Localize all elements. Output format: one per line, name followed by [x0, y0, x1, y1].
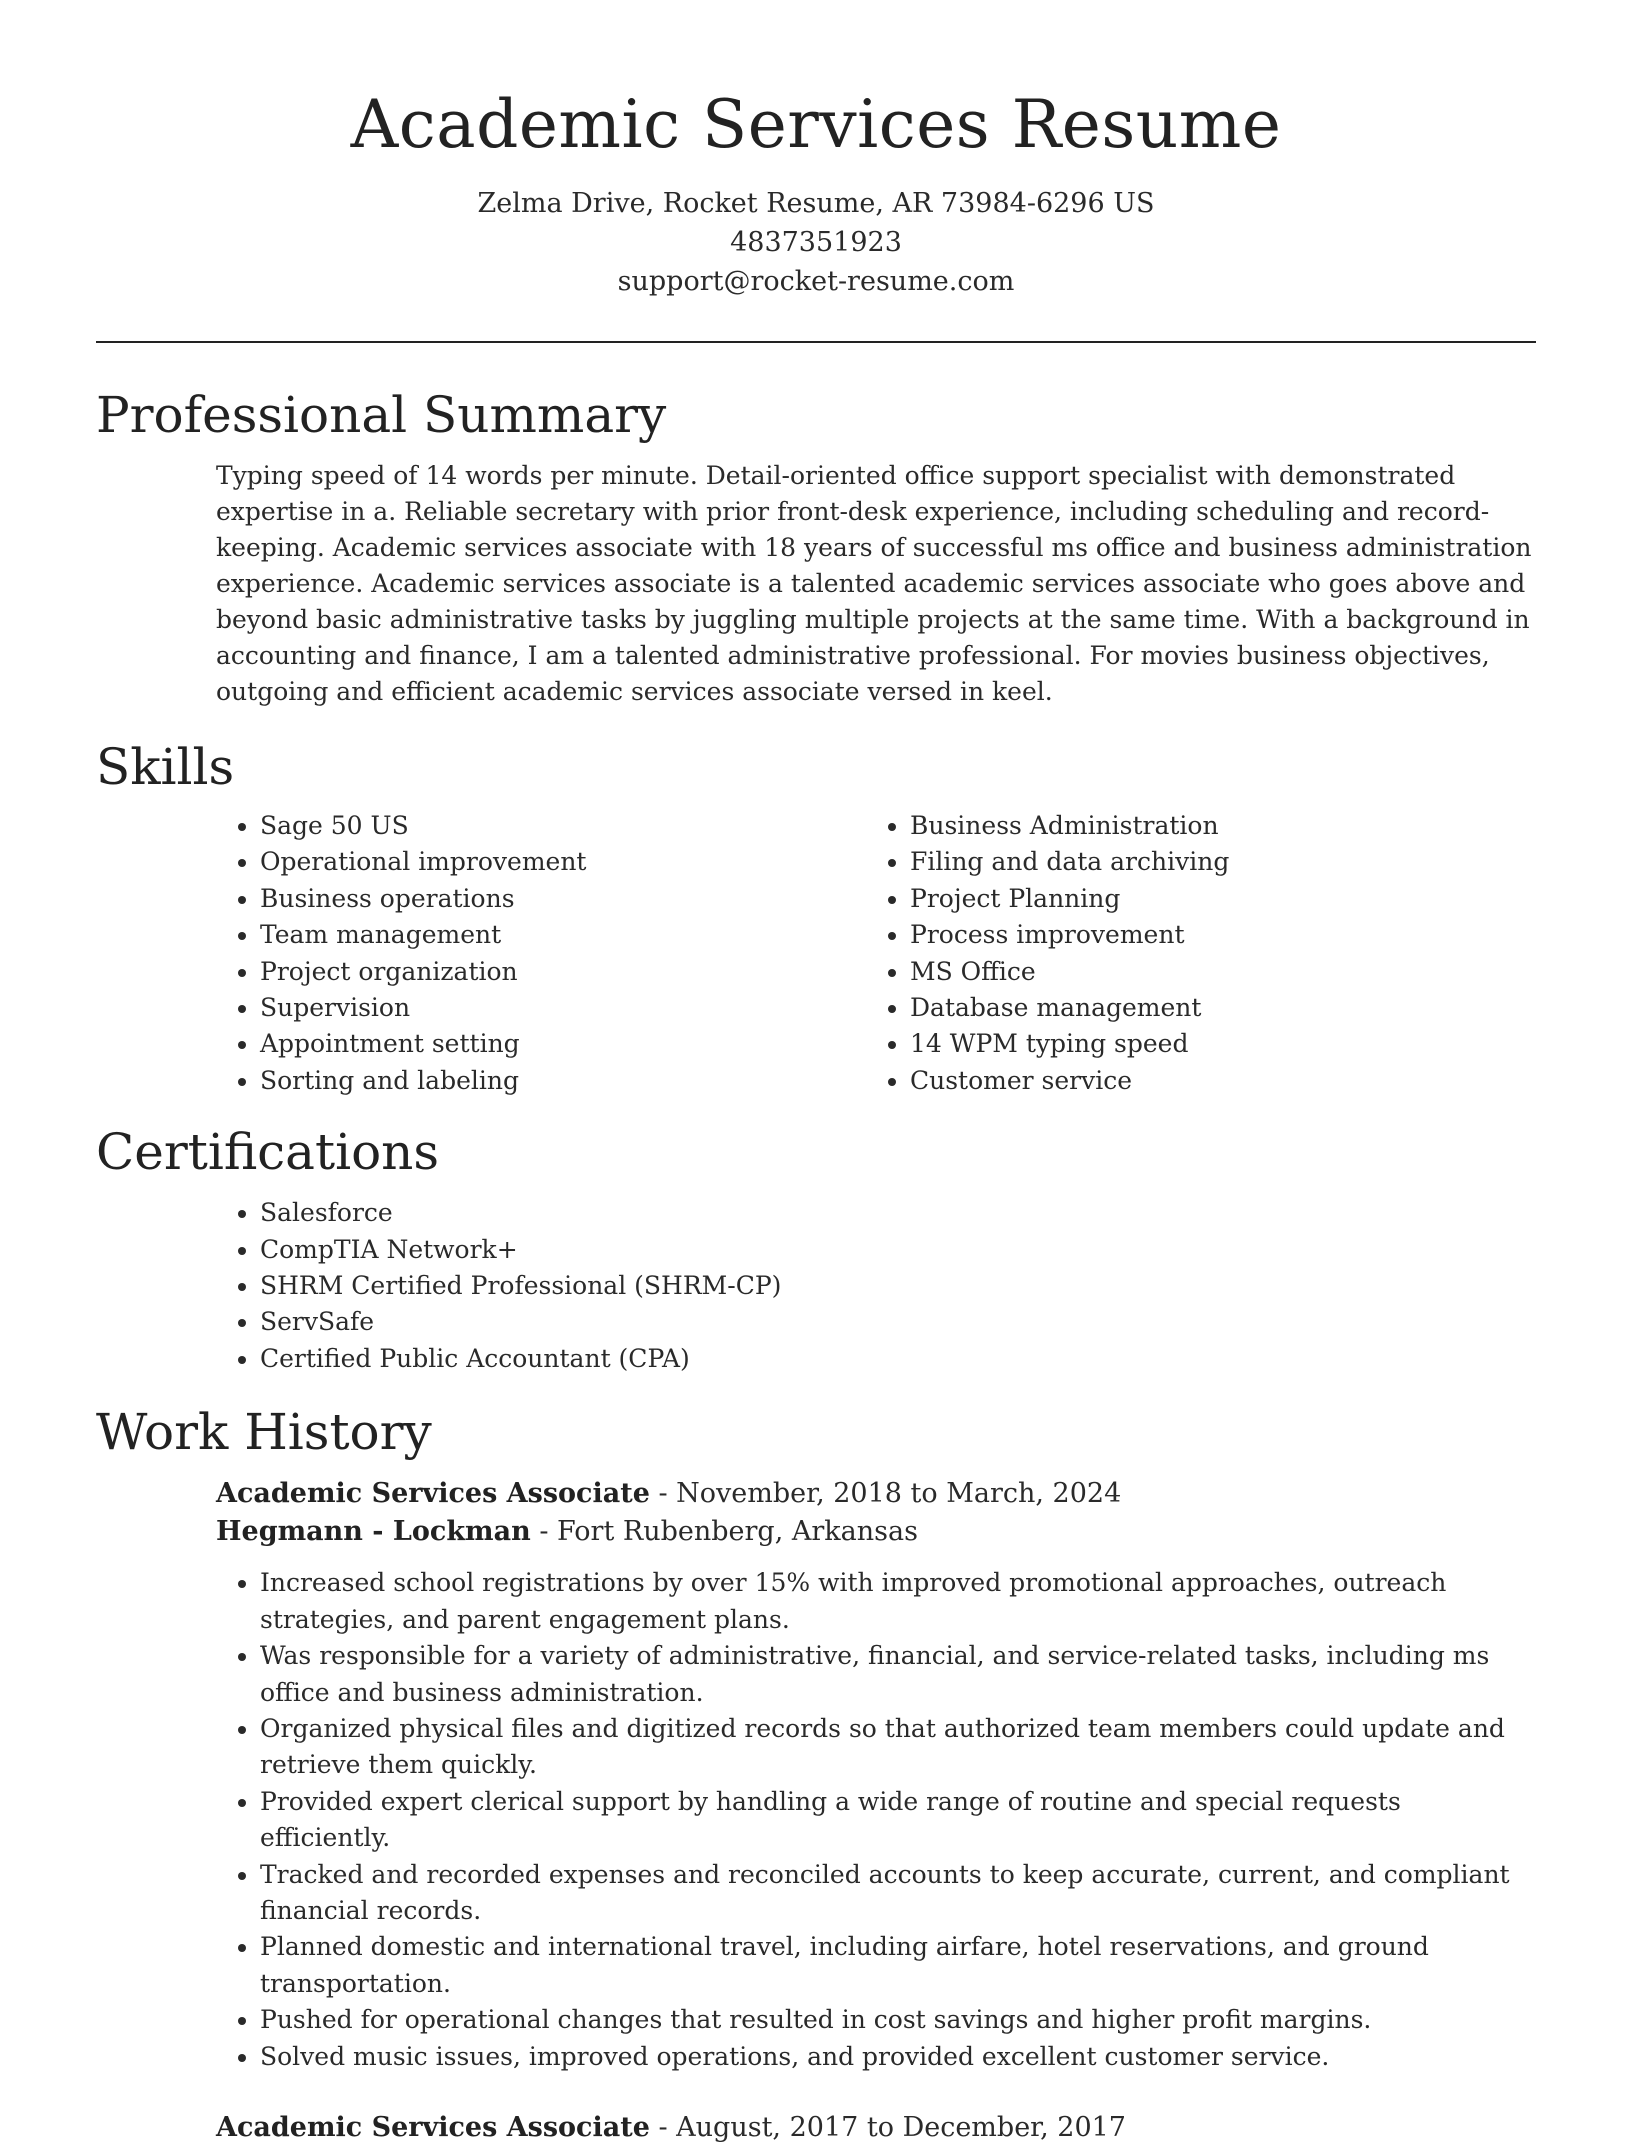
work-history-heading: Work History: [96, 1403, 432, 1462]
job-title-line: [216, 2109, 1536, 2147]
certifications-heading: Certifications: [96, 1123, 440, 1182]
skill-item: • 14 WPM typing speed: [910, 1026, 1516, 1062]
job-bullet: • Solved music issues, improved operations, and provided excellent customer service.: [260, 2039, 1536, 2075]
certification-item: • ServSafe: [260, 1304, 1536, 1340]
certifications-block: [216, 1195, 1536, 1377]
contact-email: support@rocket-resume.com: [617, 266, 1015, 297]
skill-item: • MS Office: [910, 954, 1516, 990]
job-bullet: • Organized physical files and digitized records so that authorized team members could update and retrieve them quickly.: [260, 1711, 1536, 1784]
job-dates: - August, 2017 to December, 2017: [649, 2111, 1126, 2143]
job-position: Academic Services Associate: [216, 1478, 650, 1510]
skill-item: • Customer service: [910, 1063, 1516, 1099]
job-bullet: • Tracked and recorded expenses and reconciled accounts to keep accurate, current, and compliant financial records.: [260, 1857, 1536, 1930]
summary-heading: Professional Summary: [96, 386, 667, 444]
skill-item: • Appointment setting: [260, 1026, 866, 1062]
skill-item: • Operational improvement: [260, 844, 866, 880]
skill-item: • Team management: [260, 917, 866, 953]
job-dates: - November, 2018 to March, 2024: [649, 1478, 1122, 1510]
skill-item: • Business Administration: [910, 808, 1516, 844]
job-bullet: • Provided expert clerical support by handling a wide range of routine and special requests efficiently.: [260, 1784, 1536, 1857]
header-divider: [96, 341, 1536, 343]
job-entry: [216, 1475, 1536, 2075]
job-responsibilities-list: [216, 1565, 1536, 2075]
resume-body: [96, 380, 1536, 2147]
skills-heading: Skills: [96, 738, 235, 796]
skill-item: • Project Planning: [910, 881, 1516, 917]
resume-title: Academic Services Resume: [350, 86, 1282, 163]
job-entry: [216, 2109, 1536, 2147]
skill-item: • Project organization: [260, 954, 866, 990]
skill-item: • Database management: [910, 990, 1516, 1026]
resume-header: [96, 84, 1536, 301]
certification-item: • CompTIA Network+: [260, 1232, 1536, 1268]
skills-list-left: [216, 808, 866, 1099]
job-position: Academic Services Associate: [216, 2111, 650, 2143]
job-bullet: • Pushed for operational changes that resulted in cost savings and higher profit margins.: [260, 2002, 1536, 2038]
skill-item: • Sorting and labeling: [260, 1063, 866, 1099]
skill-item: • Sage 50 US: [260, 808, 866, 844]
job-bullet: • Planned domestic and international travel, including airfare, hotel reservations, and ground transportation.: [260, 1929, 1536, 2002]
skills-list-right: [866, 808, 1516, 1099]
job-company-line: [216, 1513, 1536, 1551]
job-bullets: [216, 1565, 1536, 2075]
skill-item: • Business operations: [260, 881, 866, 917]
skill-item: • Supervision: [260, 990, 866, 1026]
skill-item: • Process improvement: [910, 917, 1516, 953]
job-location: - Fort Rubenberg, Arkansas: [530, 1516, 918, 1548]
job-bullet: • Was responsible for a variety of administrative, financial, and service-related tasks, including ms office and business administration.: [260, 1638, 1536, 1711]
summary-section: [96, 380, 1536, 710]
contact-address: Zelma Drive, Rocket Resume, AR 73984-6296 US: [477, 188, 1155, 219]
skills-columns: [216, 808, 1536, 1099]
job-title-line: [216, 1475, 1536, 1513]
certifications-section: [96, 1117, 1536, 1377]
skills-section: [96, 732, 1536, 1099]
certification-item: • Certified Public Accountant (CPA): [260, 1341, 1536, 1377]
contact-phone: 4837351923: [730, 227, 902, 258]
certifications-list: [216, 1195, 1536, 1377]
certification-item: • Salesforce: [260, 1195, 1536, 1231]
certification-item: • SHRM Certified Professional (SHRM-CP): [260, 1268, 1536, 1304]
work-history-section: [96, 1397, 1536, 2147]
job-company: Hegmann - Lockman: [216, 1516, 531, 1548]
job-bullet: • Increased school registrations by over 15% with improved promotional approaches, outreach strategies, and parent engagement plans.: [260, 1565, 1536, 1638]
skill-item: • Filing and data archiving: [910, 844, 1516, 880]
summary-text: Typing speed of 14 words per minute. Detail-oriented office support specialist with demonstrated expertise in a. Reliable secretary with prior front-desk experience, including scheduling and record-keeping. Academic services associate with 18 years of successful ms office and business administration experience. Academic services associate is a talented academic services associate who goes above and beyond basic administrative tasks by juggling multiple projects at the same time. With a background in accounting and finance, I am a talented administrative professional. For movies business objectives, outgoing and efficient academic services associate versed in keel.: [216, 461, 1532, 706]
